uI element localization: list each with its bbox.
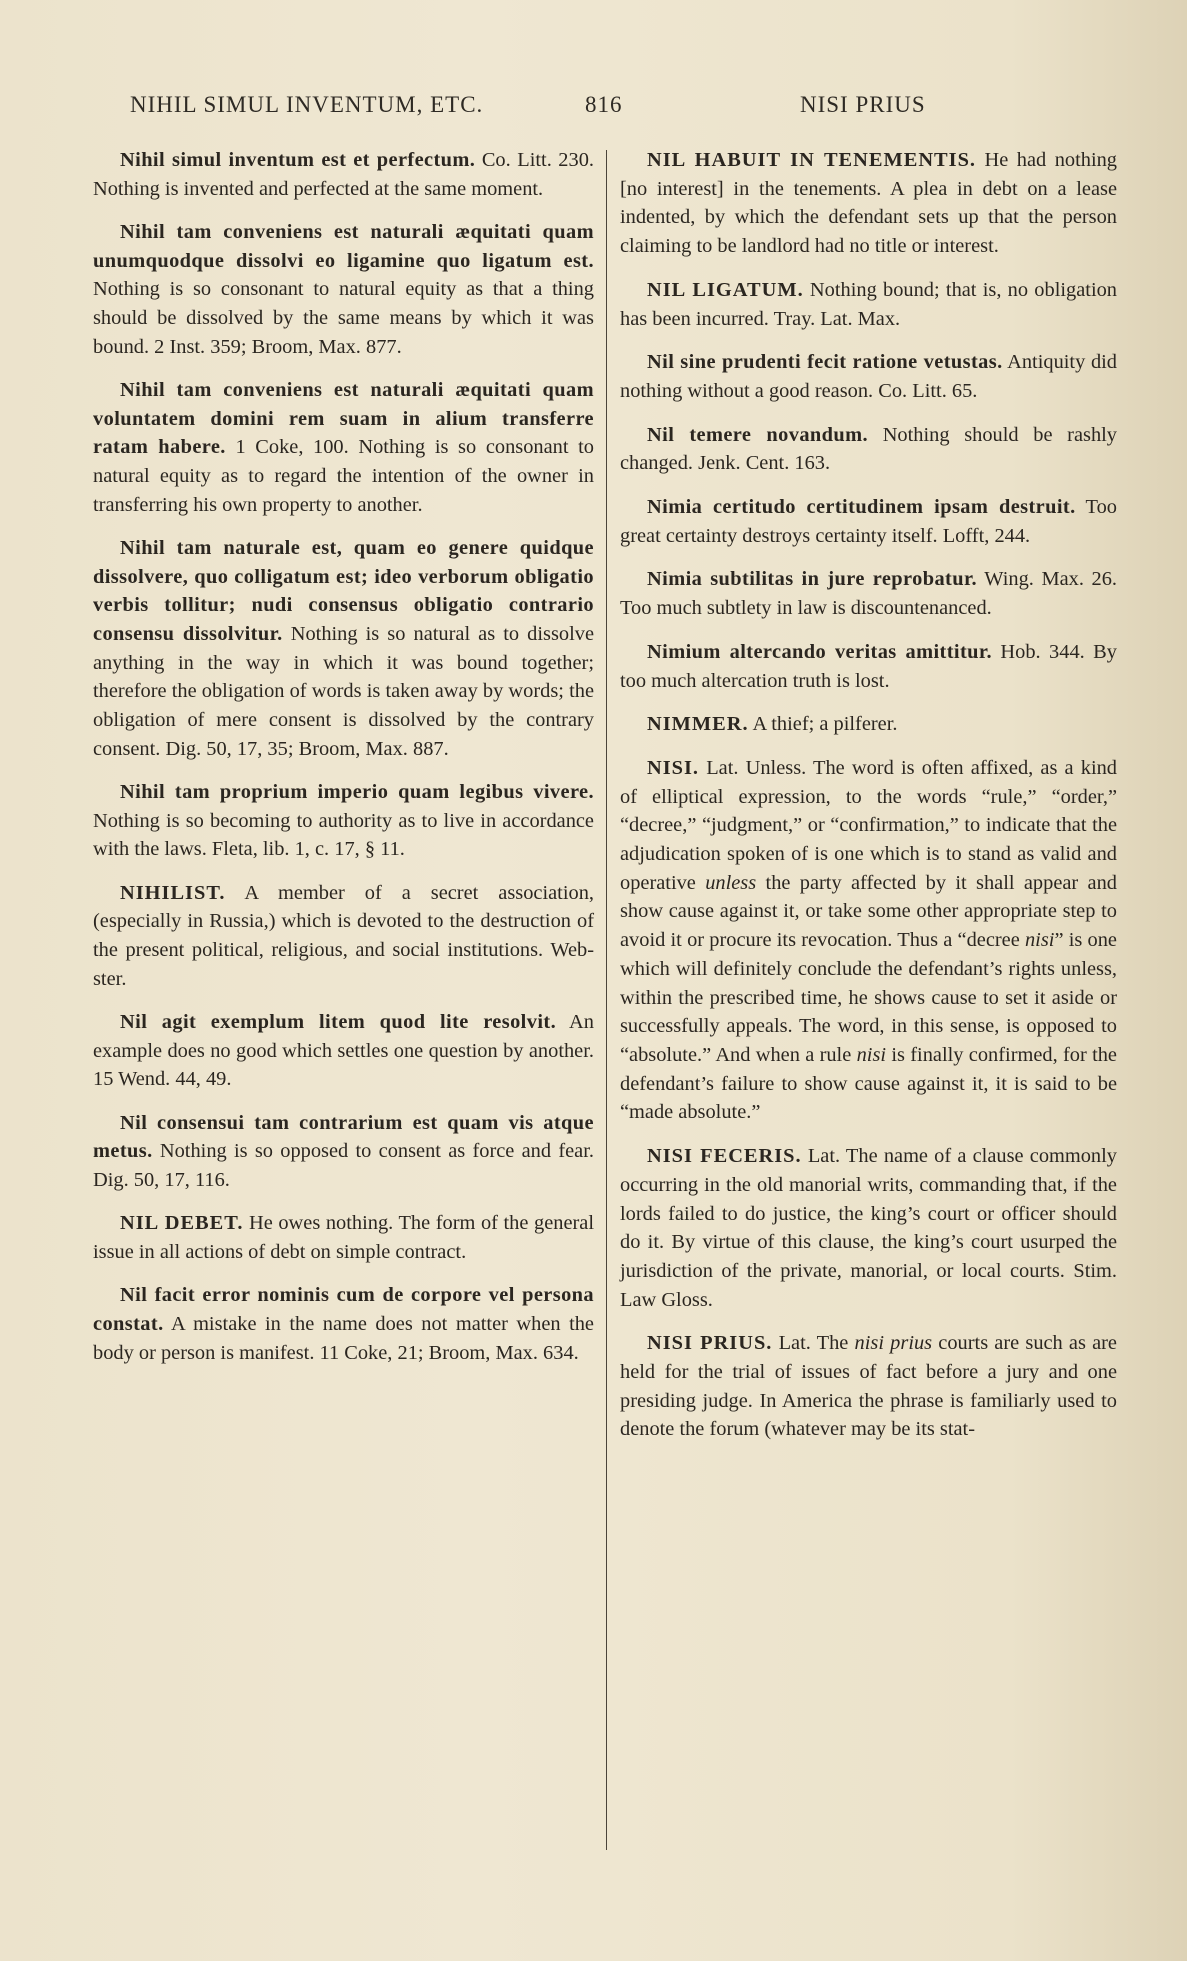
entry-definition: Nothing is so becoming to authority as to live in accordance with the laws. Fleta, lib. 1, c. 17, § 11. xyxy=(93,809,594,861)
entry-definition: A member of a secret association, (especially in Russia,) which is devoted to the destruction of the present political, religious, and social institutions. Webster. xyxy=(93,881,594,990)
entry-definition: A mistake in the name does not matter when the body or person is manifest. 11 Coke, 21; Broom, Max. 634. xyxy=(93,1312,594,1364)
entry-term: Nimium altercando veritas amittitur. xyxy=(647,640,992,663)
entry-term: Nil agit exemplum litem quod lite resolvit. xyxy=(120,1010,557,1033)
entry-definition: An example does no good which settles one question by another. 15 Wend. 44, 49. xyxy=(93,1010,594,1091)
entry-definition: Nothing should be rashly changed. Jenk. Cent. 163. xyxy=(620,423,1117,475)
entry-term: NIL HABUIT IN TENEMENTIS. xyxy=(647,149,977,171)
header-left-guide-word: NIHIL SIMUL INVENTUM, ETC. xyxy=(130,92,484,117)
dictionary-entry xyxy=(620,348,1117,405)
entry-definition: Co. Litt. 230. Nothing is invented and perfected at the same moment. xyxy=(93,149,594,200)
dictionary-entry xyxy=(620,710,1117,739)
entry-definition: He had nothing [no interest] in the tenements. A plea in debt on a lease indented, by which the defendant sets up that the person claiming to be landlord had no title or interest. xyxy=(620,149,1117,258)
entry-definition: He owes nothing. The form of the general issue in all actions of debt on simple contract. xyxy=(93,1212,595,1263)
entry-term: NIL DEBET. xyxy=(120,1212,244,1235)
dictionary-entry xyxy=(93,376,594,520)
entry-definition-part: Lat. Unless. The word is often affixed, as a kind of elliptical expression, to the words “rule,” “order,” “decree,” “judgment,” or “confirmation,” to indicate that the adjudication spoken of is one which is to stand as valid and operative xyxy=(620,756,1117,894)
entry-definition-part: is finally confirmed, for the defendant’s failure to show cause against it, it is said to be “made absolute.” xyxy=(620,1043,1117,1124)
page-number: 816 xyxy=(585,92,623,117)
entry-definition-part: the party affected by it shall appear and show cause against it, or take some other appropriate step to avoid it or procure its revocation. Thus a “decree xyxy=(620,871,1117,952)
dictionary-entry xyxy=(620,638,1117,695)
dictionary-entry xyxy=(93,879,594,994)
entry-term: Nimia subtilitas in jure reprobatur. xyxy=(647,568,978,591)
entry-definition: Nothing bound; that is, no obligation has been incurred. Tray. Lat. Max. xyxy=(620,278,1117,330)
entry-definition-italic: nisi prius xyxy=(854,1332,933,1355)
entry-term: Nihil tam conveniens est naturali æquitati quam voluntatem domini rem suam in alium transferre ratam habere. xyxy=(93,378,594,459)
entry-definition: A thief; a pilferer. xyxy=(748,713,898,736)
dictionary-entry xyxy=(620,754,1117,1127)
entry-definition: Wing. Max. 26. Too much subtlety in law is discountenanced. xyxy=(620,568,1117,620)
entry-definition: Antiquity did nothing without a good reason. Co. Litt. 65. xyxy=(620,351,1117,402)
dictionary-entry xyxy=(93,146,594,203)
dictionary-entry xyxy=(620,493,1117,550)
entry-definition: Too great certainty destroys certainty itself. Lofft, 244. xyxy=(620,496,1117,547)
entry-definition-italic: nisi xyxy=(1024,929,1055,952)
entry-term: NISI FECERIS. xyxy=(647,1145,802,1168)
dictionary-entry xyxy=(93,1281,594,1367)
entry-definition: Nothing is so opposed to consent as force and fear. Dig. 50, 17, 116. xyxy=(93,1140,594,1191)
entry-term: Nimia certitudo certitudinem ipsam destruit. xyxy=(647,496,1076,519)
entry-definition: Lat. The name of a clause commonly occurring in the old manorial writs, commanding that, if the lords failed to do justice, the king’s court or officer should do it. By virtue of this clause, the king’s court usurped the jurisdiction of the private, manorial, or local courts. Stim. Law Gloss. xyxy=(620,1145,1117,1311)
dictionary-entry xyxy=(93,1209,594,1266)
entry-definition: Nothing is so consonant to natural equity as that a thing should be dissolved by the same means by which it was bound. 2 Inst. 359; Broom, Max. 877. xyxy=(93,278,594,358)
entry-term: Nihil tam naturale est, quam eo genere quidque dissolvere, quo colligatum est; ideo verborum obligatio verbis tollitur; nudi consensus obligatio contrario consensu dissolvitur. xyxy=(93,536,594,646)
entry-term: Nihil tam conveniens est naturali æquitati quam unumquodque dissolvi eo ligamine quo ligatum est. xyxy=(93,220,594,272)
column-divider xyxy=(606,150,607,1850)
entry-term: Nihil tam proprium imperio quam legibus vivere. xyxy=(120,781,594,804)
dictionary-entry xyxy=(93,534,594,764)
entry-definition-italic: unless xyxy=(705,871,757,894)
entry-term: Nil consensui tam contrarium est quam vis atque metus. xyxy=(93,1111,594,1163)
entry-definition: 1 Coke, 100. Nothing is so consonant to natural equity as to regard the intention of the owner in transferring his own property to another. xyxy=(93,436,594,516)
dictionary-entry xyxy=(620,1329,1117,1444)
dictionary-entry xyxy=(93,1008,594,1094)
running-header xyxy=(0,92,1187,122)
entry-term: Nil facit error nominis cum de corpore vel persona constat. xyxy=(93,1284,594,1335)
right-column xyxy=(620,146,1117,1459)
entry-definition: Nothing is so natural as to dissolve anything in the way in which it was bound together; therefore the obligation of words is taken away by words; the obligation of mere consent is dissolved by the contrary consent. Dig. 50, 17, 35; Broom, Max. 887. xyxy=(93,623,594,760)
entry-definition-part: Lat. The xyxy=(772,1332,855,1355)
left-column xyxy=(93,146,594,1382)
header-right-guide-word: NISI PRIUS xyxy=(800,92,926,117)
entry-definition-italic: nisi xyxy=(856,1043,887,1066)
entry-term: NIMMER. xyxy=(647,713,749,736)
dictionary-entry xyxy=(93,778,594,864)
dictionary-entry xyxy=(93,218,594,362)
entry-term: Nil sine prudenti fecit ratione vetustas. xyxy=(647,351,1003,374)
entry-term: NIHILIST. xyxy=(120,881,226,904)
entry-definition-part: ” is one which will definitely conclude the defendant’s rights unless, within the prescribed time, he shows cause to set it aside or successfully appeals. The word, in this sense, is opposed to “absolute.” And when a rule xyxy=(620,929,1117,1066)
dictionary-entry xyxy=(620,421,1117,478)
entry-term: NIL LIGATUM. xyxy=(647,278,804,301)
dictionary-entry xyxy=(620,146,1117,261)
entry-term: Nil temere novandum. xyxy=(647,423,869,446)
entry-term: NISI PRIUS. xyxy=(647,1332,773,1355)
dictionary-entry xyxy=(620,565,1117,622)
entry-definition: Hob. 344. By too much altercation truth is lost. xyxy=(620,640,1117,692)
dictionary-entry xyxy=(93,1109,594,1195)
entry-definition-part: courts are such as are held for the trial of issues of fact before a jury and one presiding judge. In America the phrase is familiarly used to denote the forum (whatever may be its stat- xyxy=(620,1332,1117,1441)
entry-term: Nihil simul inventum est et perfectum. xyxy=(120,149,476,171)
dictionary-entry xyxy=(620,276,1117,333)
dictionary-entry xyxy=(620,1142,1117,1314)
entry-term: NISI. xyxy=(647,756,700,779)
